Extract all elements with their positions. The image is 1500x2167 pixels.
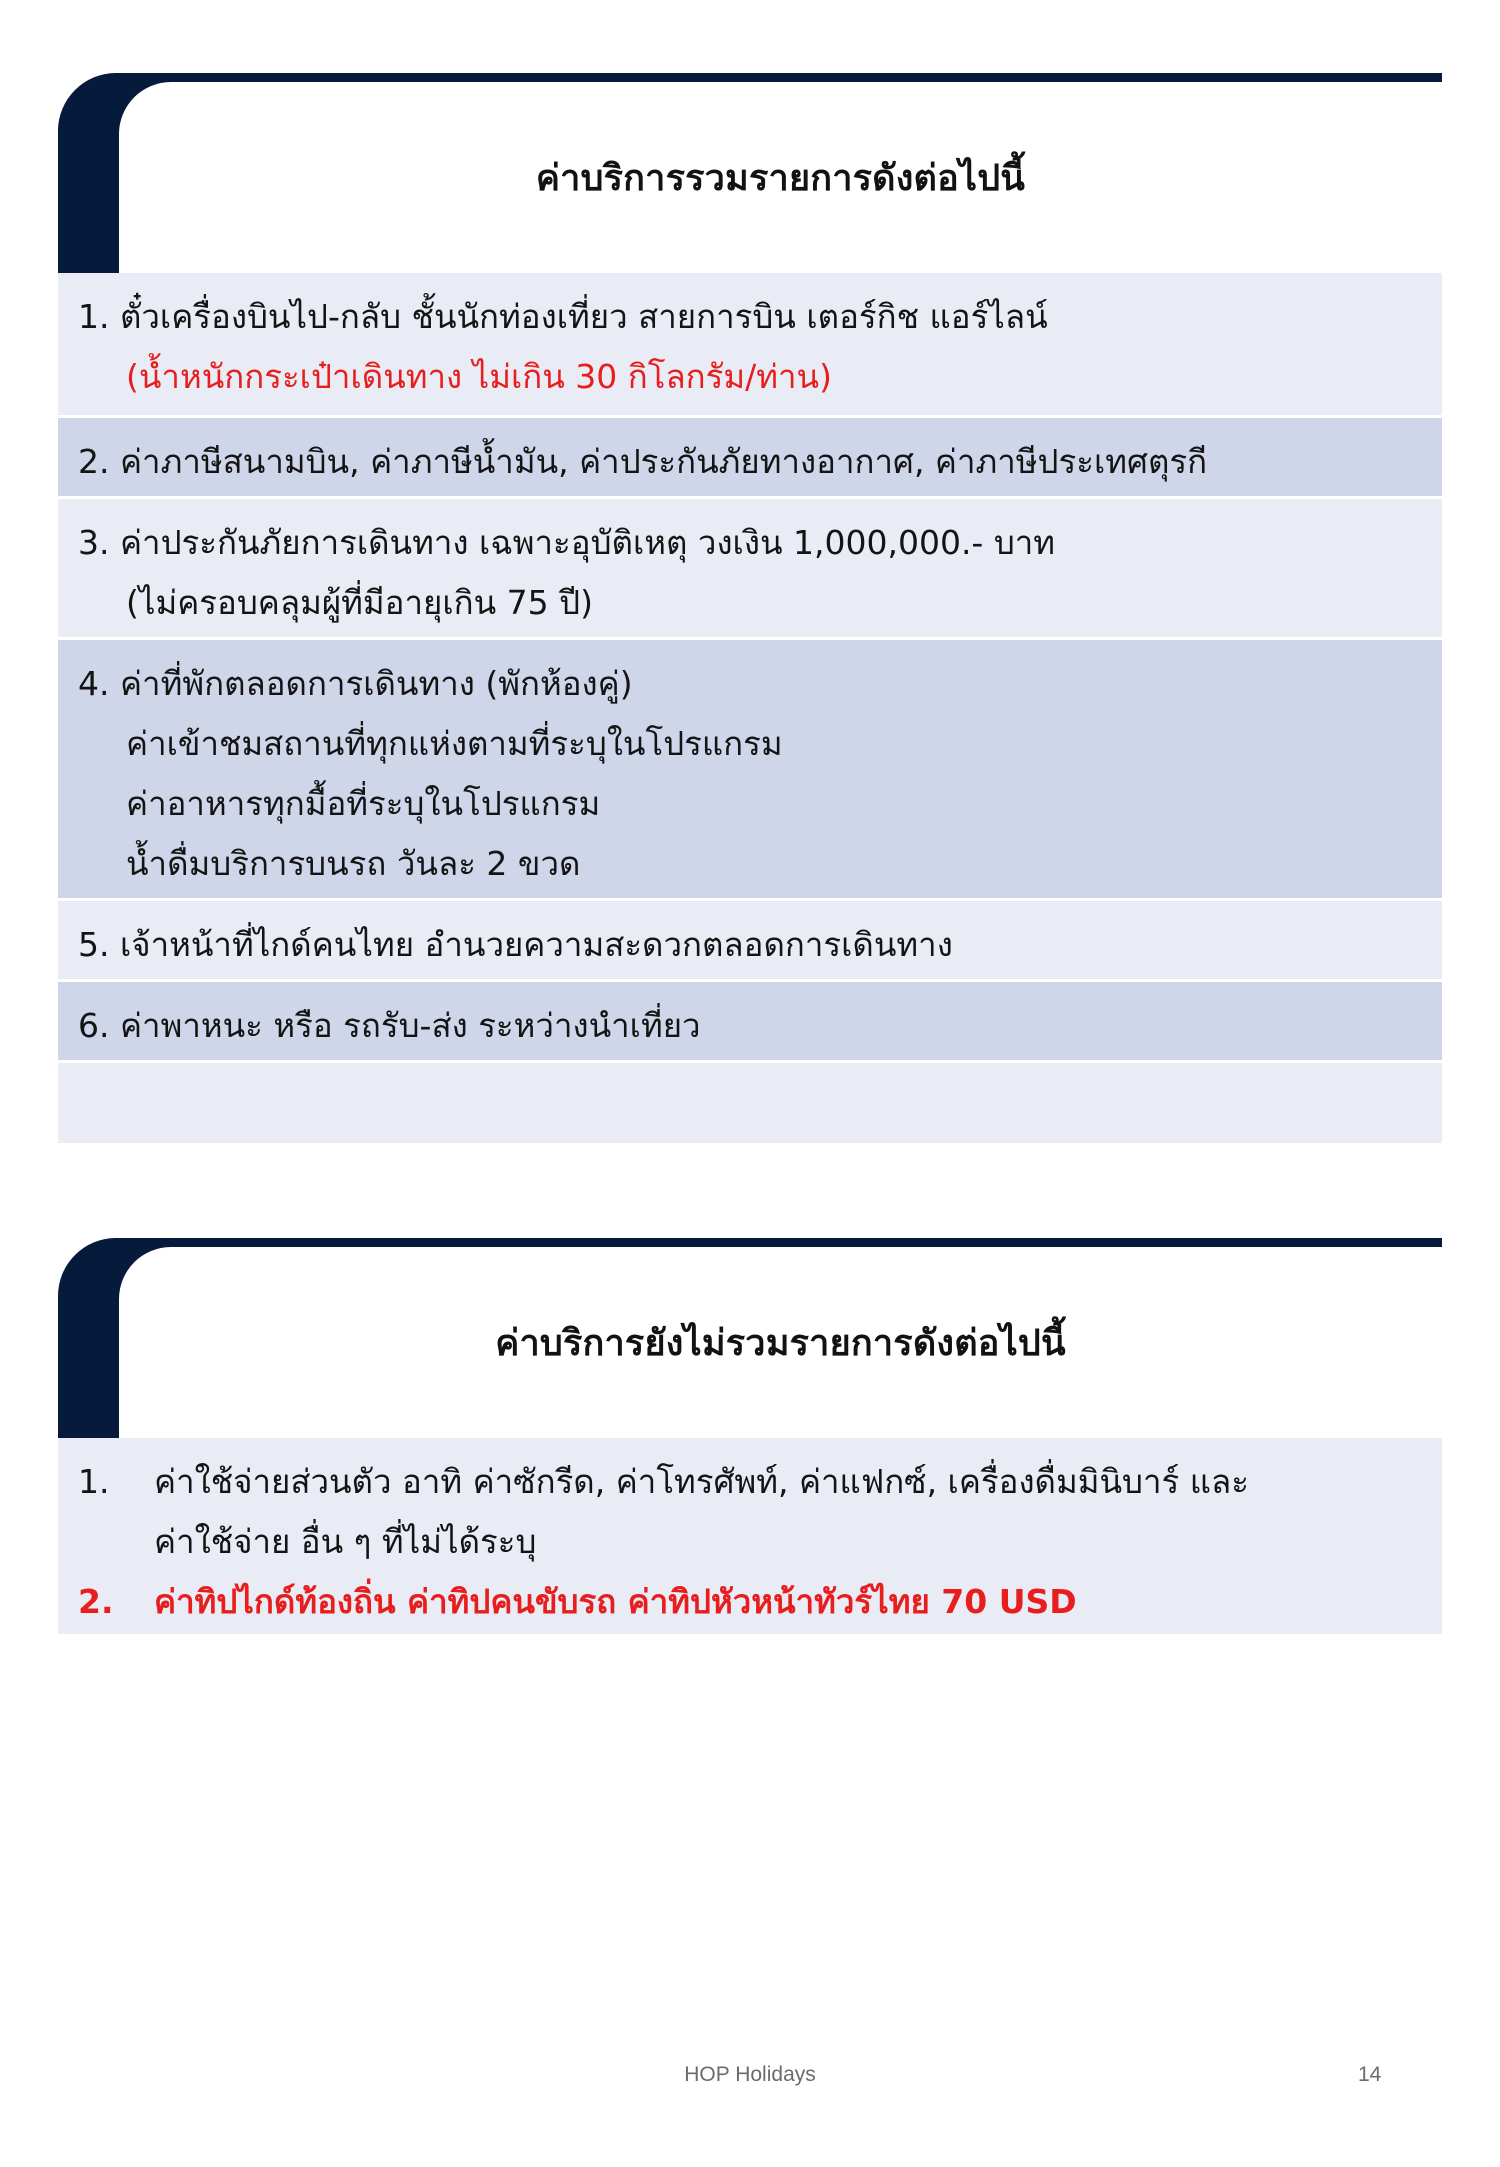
excluded-item-1-text: ค่าใช้จ่ายส่วนตัว อาทิ ค่าซักรีด, ค่าโทรศัพท์, ค่าแฟกซ์, เครื่องดื่มมินิบาร์ และ — [154, 1462, 1249, 1501]
included-item-1 — [58, 273, 1442, 418]
included-item-4-line-4: น้ำดื่มบริการบนรถ วันละ 2 ขวด — [126, 844, 581, 883]
excluded-item-1-number: 1. — [78, 1462, 110, 1501]
included-item-3-text: 3. ค่าประกันภัยการเดินทาง เฉพาะอุบัติเหตุ วงเงิน 1,000,000.- บาท — [78, 523, 1056, 562]
excluded-header — [58, 1238, 1442, 1438]
included-item-6 — [58, 982, 1442, 1063]
included-title: ค่าบริการรวมรายการดังต่อไปนี้ — [535, 158, 1026, 199]
included-item-4-text: 4. ค่าที่พักตลอดการเดินทาง (พักห้องคู่) — [78, 664, 633, 703]
included-item-4 — [58, 640, 1442, 901]
included-item-1-note: (น้ำหนักกระเป๋าเดินทาง ไม่เกิน 30 กิโลกรัม/ท่าน) — [126, 357, 832, 396]
excluded-items — [58, 1438, 1442, 1634]
excluded-item-2-text: ค่าทิปไกด์ท้องถิ่น ค่าทิปคนขับรถ ค่าทิปหัวหน้าทัวร์ไทย 70 USD — [154, 1582, 1077, 1621]
included-item-4-line-2: ค่าเข้าชมสถานที่ทุกแห่งตามที่ระบุในโปรแกรม — [126, 724, 783, 763]
excluded-title: ค่าบริการยังไม่รวมรายการดังต่อไปนี้ — [495, 1323, 1066, 1364]
excluded-services-section — [58, 1238, 1442, 1634]
included-header — [58, 73, 1442, 273]
excluded-header-panel — [119, 1247, 1442, 1438]
included-item-5 — [58, 901, 1442, 982]
included-item-3 — [58, 499, 1442, 640]
included-item-2 — [58, 418, 1442, 499]
excluded-item-1 — [78, 1452, 1422, 1512]
excluded-item-2 — [78, 1572, 1422, 1632]
included-header-panel — [119, 82, 1442, 273]
included-services-section — [58, 73, 1442, 1143]
included-item-4-line-3: ค่าอาหารทุกมื้อที่ระบุในโปรแกรม — [126, 784, 601, 823]
page-number: 14 — [1358, 2063, 1382, 2086]
included-empty-row — [58, 1063, 1442, 1143]
excluded-item-1-line-2: ค่าใช้จ่าย อื่น ๆ ที่ไม่ได้ระบุ — [154, 1522, 537, 1561]
included-item-2-text: 2. ค่าภาษีสนามบิน, ค่าภาษีน้ำมัน, ค่าประกันภัยทางอากาศ, ค่าภาษีประเทศตุรกี — [78, 442, 1208, 481]
footer-brand: HOP Holidays — [684, 2063, 816, 2086]
included-item-5-text: 5. เจ้าหน้าที่ไกด์คนไทย อำนวยความสะดวกตลอดการเดินทาง — [78, 925, 953, 964]
excluded-item-2-number: 2. — [78, 1582, 114, 1621]
included-item-1-text: 1. ตั๋วเครื่องบินไป-กลับ ชั้นนักท่องเที่ยว สายการบิน เตอร์กิช แอร์ไลน์ — [78, 297, 1048, 336]
included-item-3-note: (ไม่ครอบคลุมผู้ที่มีอายุเกิน 75 ปี) — [126, 583, 593, 622]
included-item-6-text: 6. ค่าพาหนะ หรือ รถรับ-ส่ง ระหว่างนำเที่ยว — [78, 1006, 701, 1045]
